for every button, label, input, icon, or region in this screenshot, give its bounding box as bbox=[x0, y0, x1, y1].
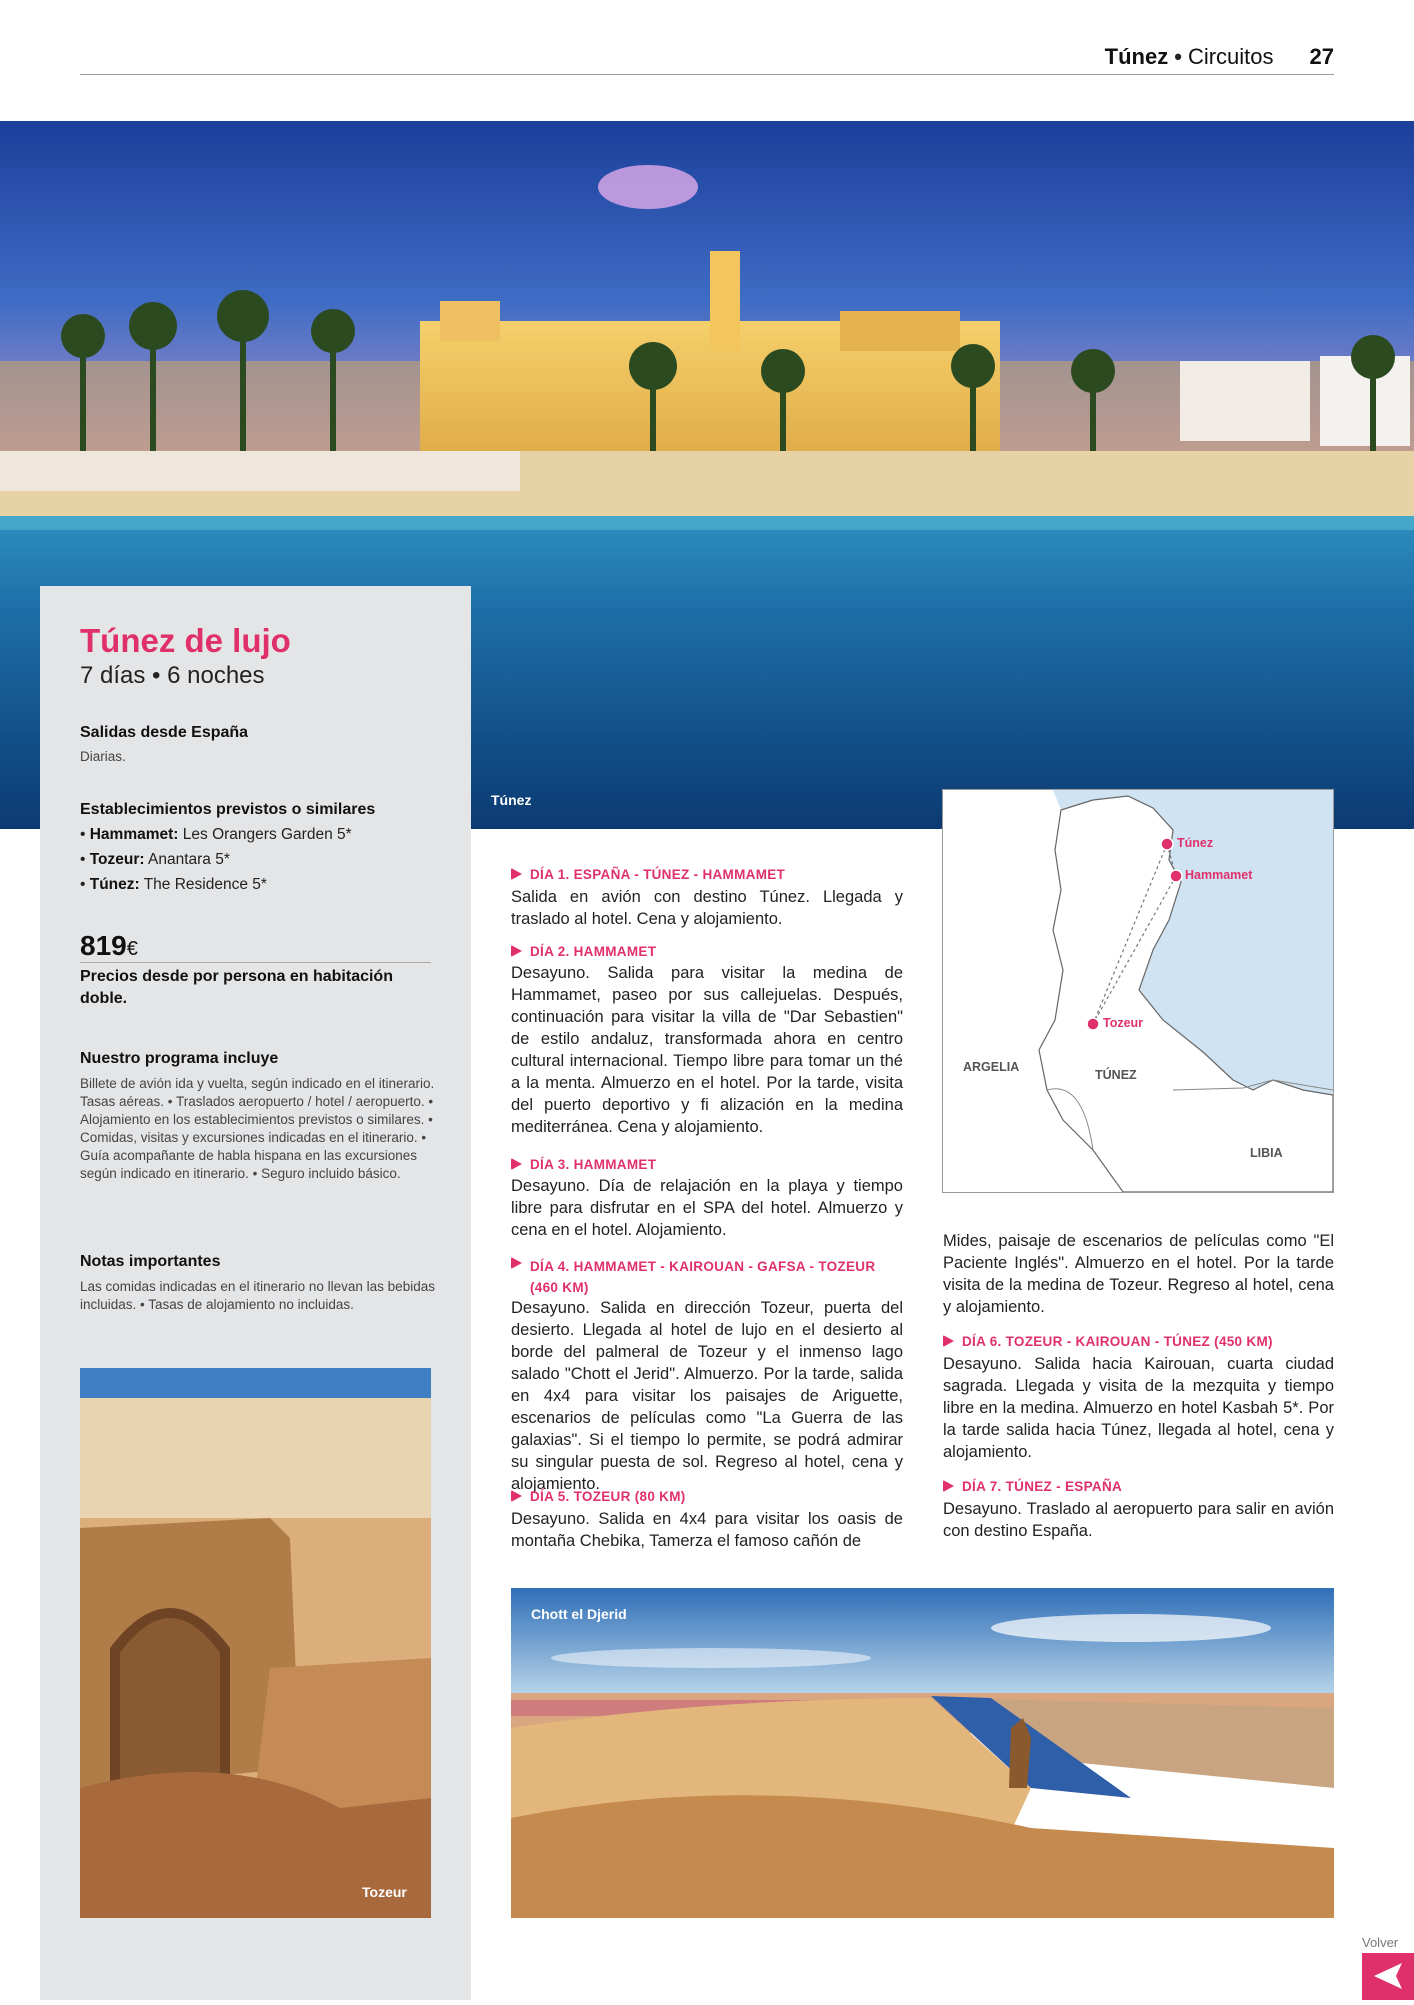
day-title: DÍA 7. TÚNEZ - ESPAÑA bbox=[962, 1479, 1123, 1494]
price-value: 819 bbox=[80, 930, 127, 961]
map-country-label: ARGELIA bbox=[963, 1060, 1020, 1074]
day-heading bbox=[943, 1479, 1334, 1494]
city-marker-icon bbox=[1170, 870, 1182, 882]
map-country-label: TÚNEZ bbox=[1095, 1068, 1137, 1082]
day-heading bbox=[511, 1256, 903, 1298]
page-number: 27 bbox=[1309, 44, 1334, 69]
bullet-triangle-icon bbox=[511, 1490, 522, 1502]
tozeur-photo bbox=[80, 1368, 431, 1918]
day-text: Desayuno. Traslado al aeropuerto para salir en avión con destino España. bbox=[943, 1500, 1334, 1540]
bullet-triangle-icon bbox=[511, 868, 522, 880]
day-heading bbox=[511, 944, 903, 959]
tour-duration: 7 días • 6 noches bbox=[80, 662, 265, 689]
arrow-left-icon bbox=[1362, 1953, 1414, 2000]
day-text: Desayuno. Salida en dirección Tozeur, puerta del desierto. Llegada al hotel de lujo en el desierto al borde del palmeral de Tozeur y el inmenso lago salado "Chott el Jerid". Almuerzo. Por la tarde, salida en 4x4 para visitar los paisajes de Ariguette, escenarios de películas como "La Guerra de las galaxias". Si el tiempo lo permite, se podrá admirar su singular puesta de sol. Regreso al hotel, cena y alojamiento. bbox=[511, 1299, 903, 1493]
header-separator: • bbox=[1174, 44, 1182, 69]
hotel-name: The Residence 5* bbox=[143, 876, 267, 893]
includes-text: Billete de avión ida y vuelta, según indicado en el itinerario. Tasas aéreas. • Traslados aeropuerto / hotel / aeropuerto. • Alojamiento en los establecimientos previstos o similares. • Comidas, visitas y excursiones indicadas en el itinerario. • Guía acompañante de habla hispana en las excursiones según indicado en itinerario. • Seguro incluido básico. bbox=[80, 1076, 435, 1181]
route-map bbox=[942, 789, 1334, 1193]
map-city-label: Tozeur bbox=[1103, 1016, 1144, 1030]
day-title: DÍA 6. TOZEUR - KAIROUAN - TÚNEZ (450 KM) bbox=[962, 1334, 1273, 1349]
price bbox=[80, 930, 138, 962]
day-text: Salida en avión con destino Túnez. Llegada y traslado al hotel. Cena y alojamiento. bbox=[511, 888, 903, 928]
hotel-name: Anantara 5* bbox=[148, 851, 230, 868]
chott-photo bbox=[511, 1588, 1334, 1918]
back-label: Volver bbox=[1362, 1935, 1399, 1950]
hotel-item: • Túnez: The Residence 5* bbox=[80, 876, 267, 893]
day-heading bbox=[511, 867, 903, 882]
tozeur-caption: Tozeur bbox=[362, 1884, 407, 1900]
day-heading bbox=[511, 1489, 903, 1504]
map-city-label: Hammamet bbox=[1185, 868, 1253, 882]
page-header bbox=[1105, 44, 1334, 70]
tour-title: Túnez de lujo bbox=[80, 622, 291, 659]
day-heading bbox=[943, 1334, 1334, 1349]
hotel-place: Túnez: bbox=[89, 876, 140, 893]
day-title: DÍA 3. HAMMAMET bbox=[530, 1157, 657, 1172]
departures-text: Diarias. bbox=[80, 749, 126, 764]
bullet-triangle-icon bbox=[943, 1480, 954, 1492]
hotel-item: • Tozeur: Anantara 5* bbox=[80, 851, 230, 868]
city-marker-icon bbox=[1161, 838, 1173, 850]
notes-heading: Notas importantes bbox=[80, 1253, 221, 1270]
day-heading bbox=[511, 1157, 903, 1172]
bullet-triangle-icon bbox=[511, 945, 522, 957]
header-section: Circuitos bbox=[1187, 44, 1274, 69]
hotels-heading: Establecimientos previstos o similares bbox=[80, 801, 376, 818]
bullet-triangle-icon bbox=[943, 1335, 954, 1347]
day-text: Desayuno. Día de relajación en la playa y tiempo libre para disfrutar en el SPA del hotel. Almuerzo y cena en el hotel. Alojamiento. bbox=[511, 1177, 903, 1239]
includes-heading: Nuestro programa incluye bbox=[80, 1050, 279, 1067]
chott-caption: Chott el Djerid bbox=[531, 1606, 627, 1622]
price-note: Precios desde por persona en habitación doble. bbox=[80, 968, 393, 1007]
map-city-label: Túnez bbox=[1177, 836, 1214, 850]
day-text: Desayuno. Salida hacia Kairouan, cuarta ciudad sagrada. Llegada y visita de la mezquita y tiempo libre en la medina. Almuerzo en hotel Kasbah 5*. Por la tarde salida hacia Túnez, llegada al hotel, cena y alojamiento. bbox=[943, 1355, 1334, 1461]
day-text: Desayuno. Salida en 4x4 para visitar los oasis de montaña Chebika, Tamerza el famoso cañón de bbox=[511, 1510, 903, 1550]
hotel-place: Hammamet: bbox=[89, 826, 179, 843]
back-button[interactable] bbox=[1362, 1953, 1414, 2000]
bullet-triangle-icon bbox=[511, 1158, 522, 1170]
bullet-triangle-icon bbox=[511, 1257, 522, 1269]
price-divider bbox=[80, 962, 431, 963]
header-divider bbox=[80, 74, 1334, 75]
departures-heading: Salidas desde España bbox=[80, 724, 249, 741]
hotel-item: • Hammamet: Les Orangers Garden 5* bbox=[80, 826, 352, 843]
header-destination: Túnez bbox=[1104, 44, 1169, 69]
map-country-label: LIBIA bbox=[1250, 1146, 1283, 1160]
day-title: DÍA 4. HAMMAMET - KAIROUAN - GAFSA - TOZEUR (460 KM) bbox=[530, 1259, 876, 1295]
day-text-continued: Mides, paisaje de escenarios de películas como "El Paciente Inglés". Almuerzo en el hotel. Por la tarde visita de la medina de Tozeur. Regreso al hotel, cena y alojamiento. bbox=[943, 1232, 1334, 1316]
day-title: DÍA 1. ESPAÑA - TÚNEZ - HAMMAMET bbox=[530, 867, 786, 882]
day-text: Desayuno. Salida para visitar la medina de Hammamet, paseo por sus callejuelas. Después, continuación para visitar la villa de "Dar Sebastien" de estilo andaluz, transformada ahora en centro cultural internacional. Tiempo libre para tomar un thé a la menta. Almuerzo en el hotel. Por la tarde, visita del puerto deportivo y fi alización en la medina mediterránea. Cena y alojamiento. bbox=[511, 964, 903, 1136]
city-marker-icon bbox=[1087, 1018, 1099, 1030]
notes-text: Las comidas indicadas en el itinerario no llevan las bebidas incluidas. • Tasas de alojamiento no incluidas. bbox=[80, 1279, 435, 1312]
day-title: DÍA 5. TOZEUR (80 KM) bbox=[530, 1489, 686, 1504]
price-currency: € bbox=[126, 938, 138, 960]
day-title: DÍA 2. HAMMAMET bbox=[530, 944, 657, 959]
hotel-place: Tozeur: bbox=[89, 851, 145, 868]
hero-caption: Túnez bbox=[491, 792, 532, 808]
hotel-name: Les Orangers Garden 5* bbox=[182, 826, 352, 843]
